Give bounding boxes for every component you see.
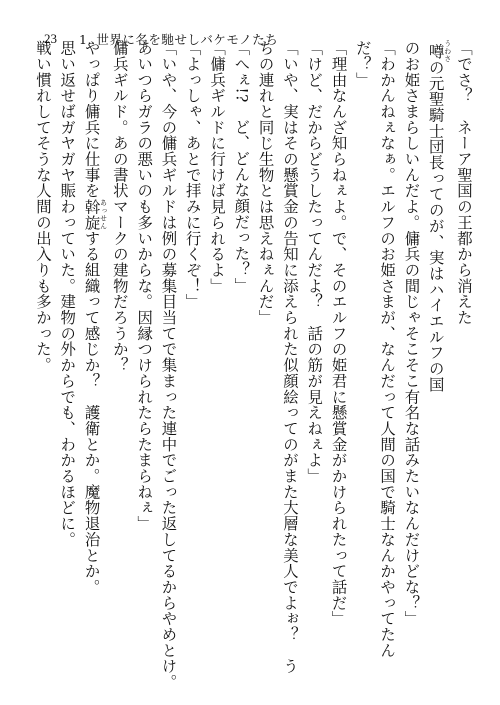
text-line: 戦い慣れしてそうな人間の出入りも多かった。 — [33, 40, 52, 373]
text-line: のお姫さまらしいんだよ。傭兵の間じゃそこそこ有名な話みたいなんだけどな？」 — [402, 40, 421, 627]
novel-body-text — [33, 40, 476, 690]
furigana: うわさ — [443, 40, 452, 63]
text-line: ちの連れと同じ生物とは思えねぇんだ」 — [256, 40, 275, 326]
text-line: 「けど、だからどうしたってんだよ？ 話の筋が見えねぇよ」 — [305, 40, 324, 484]
text-line: 「へぇ!? ど、どんな顔だった？」 — [232, 40, 251, 294]
text-line: 「わかんねぇなぁ。エルフのお姫さまが、なんだって人間の国で騎士なんかやってたん — [378, 40, 397, 659]
text-line: 「いや、今の傭兵ギルドは例の募集目当てで集まった連中でごった返してるからやめとけ。 — [159, 40, 178, 690]
text-line: 「理由なんざ知らねぇよ。で、そのエルフの姫君に懸賞金がかけられたって話だ」 — [329, 40, 348, 627]
text-line: 傭兵ギルド。あの書状マークの建物だろうか？ — [110, 40, 129, 373]
ruby-word: 斡旋 あっせん — [82, 198, 108, 231]
text-line: だ？」 — [353, 40, 372, 88]
text-line: 「よっしゃ、あとで拝みに行くぞ！」 — [183, 40, 202, 310]
page-number: 23 — [44, 31, 57, 46]
running-title: 1. 世界に名を馳せしバケモノたち — [79, 32, 279, 47]
ruby-word: 噂 うわさ — [426, 40, 452, 63]
text-line: あいつらガラの悪いのも多いからな。因縁つけられたらたまらねぇ」 — [135, 40, 154, 532]
text-line: 思い返せばガヤガヤ賑わっていた。建物の外からでも、わかるほどに。 — [58, 40, 77, 548]
text-line: 噂 うわさの元聖騎士団長ってのが、実はハイエルフの国 — [426, 40, 452, 393]
text-line: 「いや、実はその懸賞金の告知に添えられた似顔絵ってのがまた大層な美人でよぉ？ う — [280, 40, 299, 674]
furigana: あっせん — [99, 198, 108, 231]
text-line: やっぱり傭兵に仕事を斡旋 あっせんする組織って感じか？ 護衛とか。魔物退治とか。 — [82, 40, 108, 595]
text-line: 「傭兵ギルドに行けば見られるよ」 — [208, 40, 227, 294]
text-line: 「でさ？ ネーア聖国の王都から消えた — [455, 40, 473, 326]
